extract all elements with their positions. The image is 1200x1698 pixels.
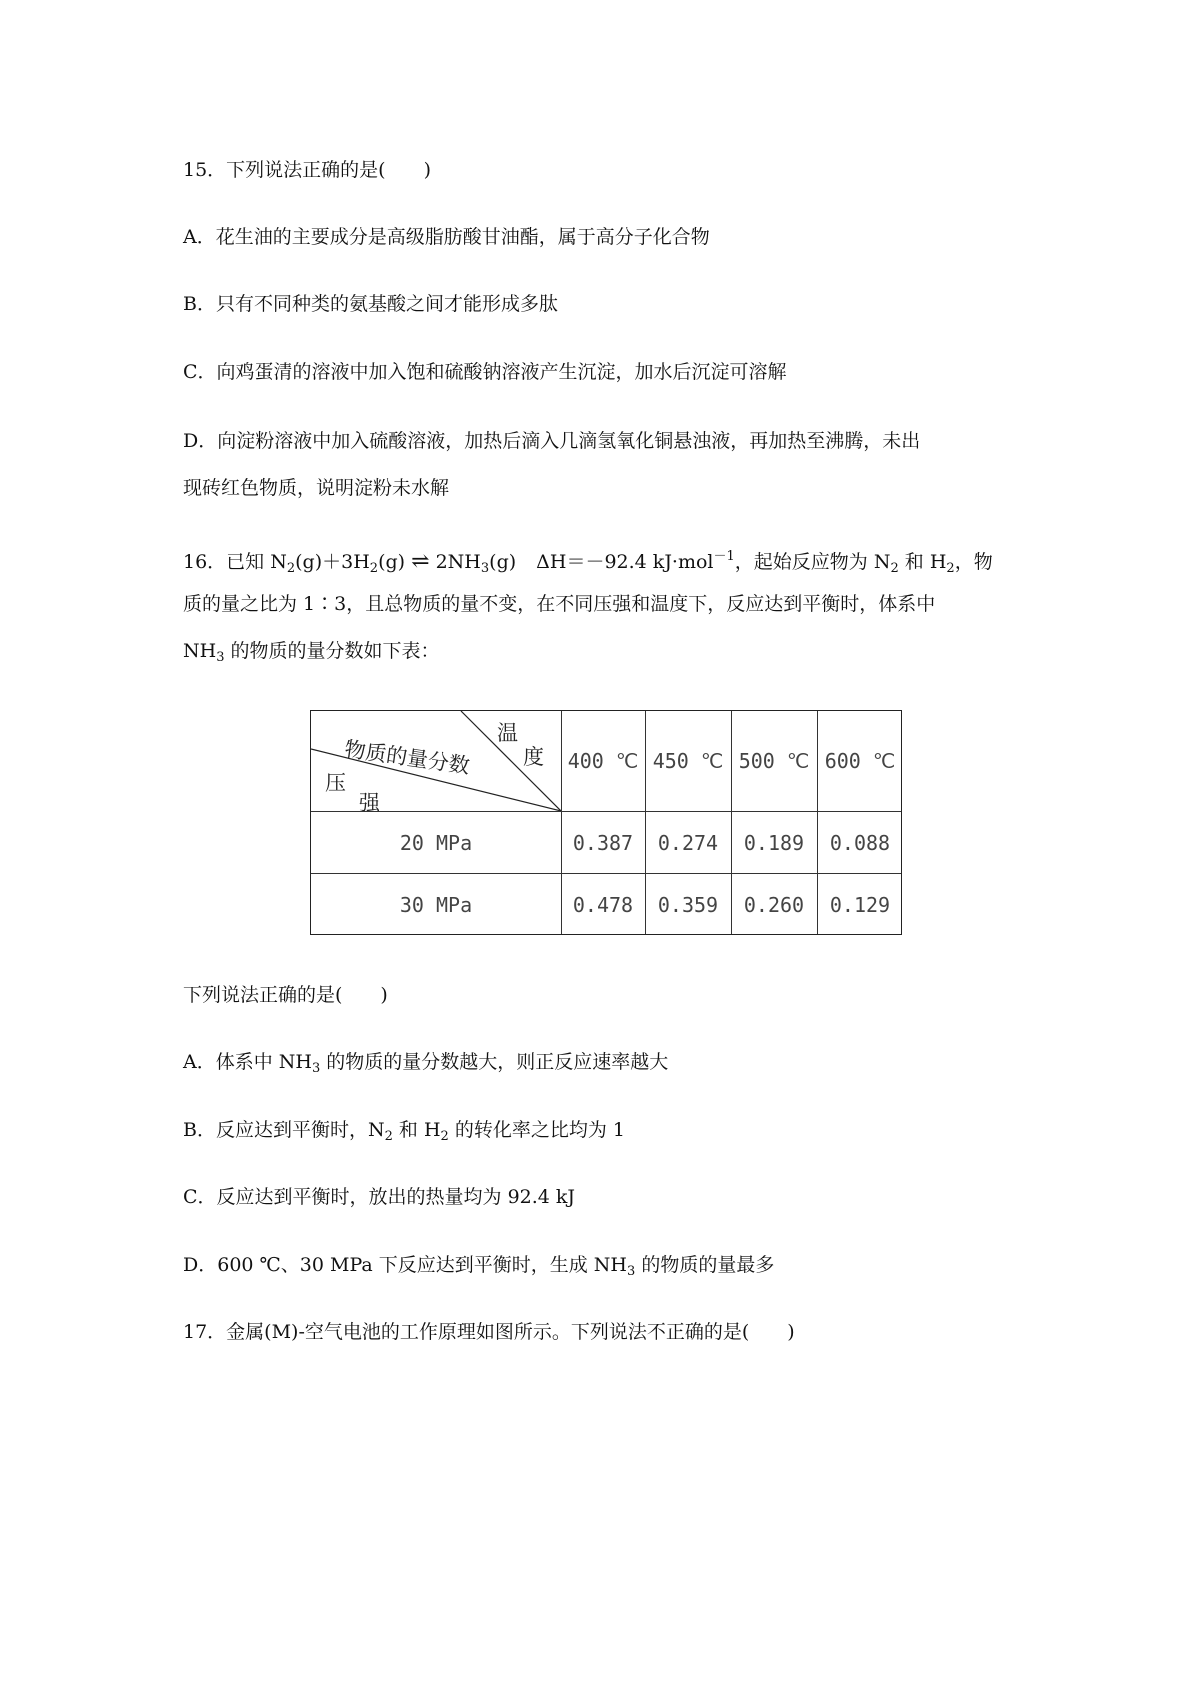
q16-stem-line2: 质的量之比为 1∶3，且总物质的量不变，在不同压强和温度下，反应达到平衡时，体系中 <box>183 593 936 615</box>
q16-option-c: C．反应达到平衡时，放出的热量均为 92.4 kJ <box>183 1186 576 1208</box>
q16-option-a: A．体系中 $NH_3$ 的物质的量分数越大，则正反应速率越大 <box>183 1051 669 1076</box>
header-temp-char1: 温 <box>497 721 518 745</box>
data-table <box>310 710 902 935</box>
table-cell: 0.189 <box>743 831 805 855</box>
table-cell: 0.387 <box>572 831 634 855</box>
q16-ask: 下列说法正确的是( ) <box>183 984 388 1006</box>
header-press-char1: 压 <box>325 771 346 795</box>
header-press-char2: 强 <box>359 791 380 815</box>
table-cell: 0.274 <box>657 831 719 855</box>
q15-option-c: C．向鸡蛋清的溶液中加入饱和硫酸钠溶液产生沉淀，加水后沉淀可溶解 <box>183 361 787 383</box>
q16-option-b: B．反应达到平衡时，$N_2$ 和 $H_2$ 的转化率之比均为 1 <box>183 1119 625 1144</box>
table-cell: 0.129 <box>829 893 891 917</box>
delta-h: ΔH＝－92.4 kJ·mol <box>536 551 714 573</box>
table-cell: 0.088 <box>829 831 891 855</box>
header-fraction: 物质的量分数 <box>343 736 472 779</box>
row-label-30mpa: 30 MPa <box>399 893 473 917</box>
q16-num: 16．已知 N <box>183 551 287 573</box>
table-cell: 0.359 <box>657 893 719 917</box>
q15-option-d-line2: 现砖红色物质，说明淀粉未水解 <box>183 477 450 499</box>
q15-stem: 15．下列说法正确的是( ) <box>183 159 432 181</box>
q16-stem-line3: $NH_3$ 的物质的量分数如下表： <box>183 640 440 665</box>
q15-option-b: B．只有不同种类的氨基酸之间才能形成多肽 <box>183 293 558 315</box>
row-label-20mpa: 20 MPa <box>399 831 473 855</box>
table-cell: 0.260 <box>743 893 805 917</box>
table-cell: 0.478 <box>572 893 634 917</box>
q16-stem-line1: 16．已知 $N_2(g)+3H_2(g)$ ⇌ $2NH_3(g)$ ΔH＝－92.4 kJ·mol$^{-1}$，起始反应物为 $N_2$ 和 $H_2$，物 <box>183 549 993 576</box>
q16-option-d: D．600 ℃、30 MPa 下反应达到平衡时，生成 $NH_3$ 的物质的量最多 <box>183 1254 775 1279</box>
col-header-500: 500 ℃ <box>738 749 810 773</box>
q15-option-d-line1: D．向淀粉溶液中加入硫酸溶液，加热后滴入几滴氢氧化铜悬浊液，再加热至沸腾，未出 <box>183 430 921 452</box>
header-temp-char2: 度 <box>523 745 544 769</box>
col-header-600: 600 ℃ <box>824 749 896 773</box>
q17-stem: 17．金属(M)-空气电池的工作原理如图所示。下列说法不正确的是( ) <box>183 1321 795 1343</box>
equilibrium-arrow-icon: ⇌ <box>411 549 430 574</box>
q15-option-a: A．花生油的主要成分是高级脂肪酸甘油酯，属于高分子化合物 <box>183 226 710 248</box>
col-header-400: 400 ℃ <box>567 749 639 773</box>
col-header-450: 450 ℃ <box>652 749 724 773</box>
